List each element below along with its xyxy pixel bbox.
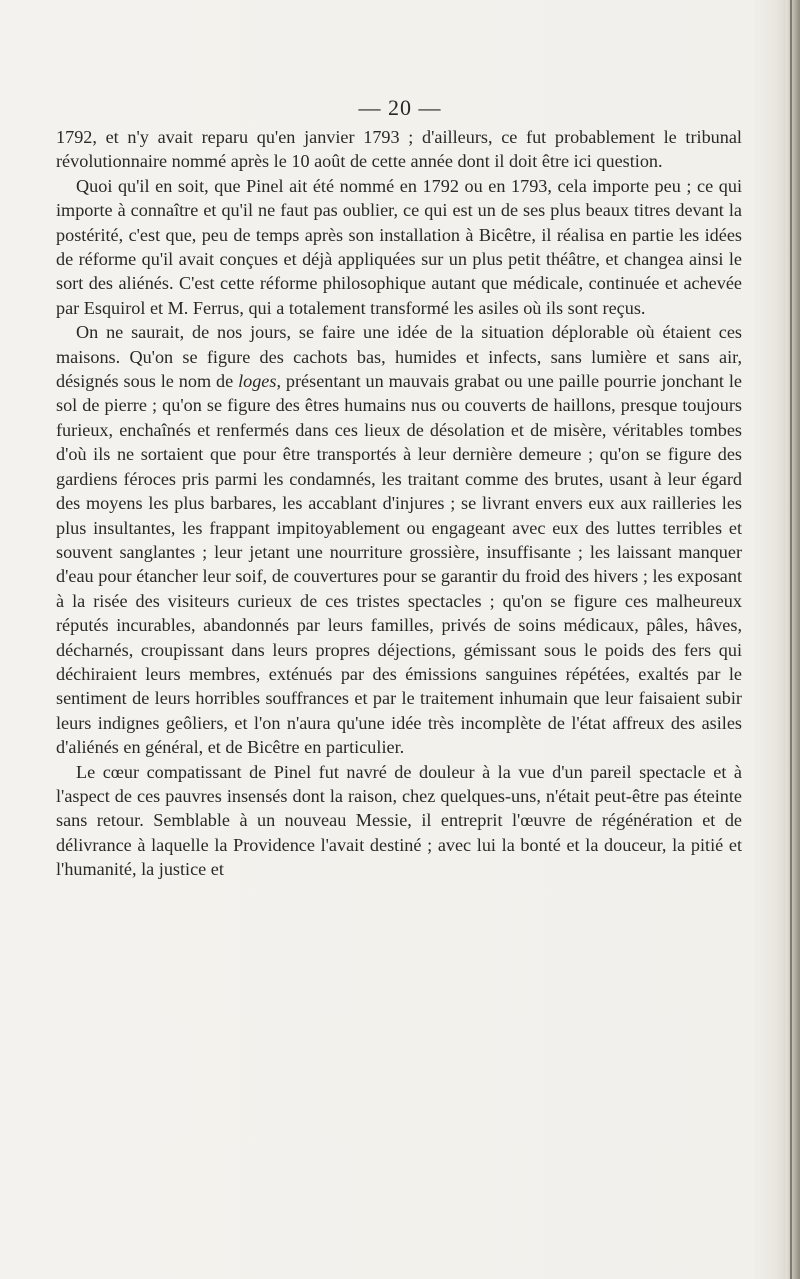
paragraph-4: Le cœur compatissant de Pinel fut navré de douleur à la vue d'un pareil spectacle et à l'aspect de ces pauvres insensés dont la raison, chez quelques-uns, n'était peut-être pas éteinte sans retour. Semblable à un nouveau Messie, il entreprit l'œuvre de régénération et de délivrance à laquelle la Providence l'avait destiné ; avec lui la bonté et la douceur, la pitié et l'humanité, la justice et — [56, 761, 742, 880]
paragraph-1: 1792, et n'y avait reparu qu'en janvier 1793 ; d'ailleurs, ce fut probablement le tribunal révolutionnaire nommé après le 10 août de cette année dont il doit être ici question. — [56, 127, 742, 172]
paragraph-3-italic-term: loges — [238, 371, 277, 392]
paragraph-3-start: On ne saurait, de nos jours, se faire une idée de la situation déplorable où étaient ces maisons. Qu'on se figure des cachots bas, humides et infects, sans lumière et sans air, désignés sous le nom de — [56, 322, 742, 392]
paragraph-3 — [56, 320, 742, 759]
page-edge-shadow — [786, 0, 800, 1279]
paragraph-2: Quoi qu'il en soit, que Pinel ait été nommé en 1792 ou en 1793, cela importe peu ; ce qui importe à connaître et qu'il ne faut pas oublier, ce qui est un de ses plus beaux titres devant la postérité, c'est que, peu de temps après son installation à Bicêtre, il réalisa en partie les idées de réforme qu'il avait conçues et déjà appliquées sur un plus petit théâtre, et changea ainsi le sort des aliénés. C'est cette réforme philosophique autant que médicale, continuée et achevée par Esquirol et M. Ferrus, qui a totalement transformé les asiles où ils sont reçus. — [56, 175, 742, 318]
page-edge-line — [790, 0, 792, 1279]
page-number: — 20 — — [358, 95, 442, 120]
paragraph-3-end: , présentant un mauvais grabat ou une paille pourrie jonchant le sol de pierre ; qu'on se figure des êtres humains nus ou couverts de haillons, presque toujours furieux, enchaînés et renfermés dans ces lieux de désolation et de misère, véritables tombes d'où ils ne sortaient que pour être transportés à leur dernière demeure ; qu'on se figure des gardiens féroces pris parmi les condamnés, les traitant comme des brutes, usant à leur égard des moyens les plus barbares, les accablant d'injures ; se livrant envers eux aux railleries les plus insultantes, les frappant impitoyablement ou engageant avec eux des luttes terribles et souvent sanglantes ; leur jetant une nourriture grossière, insuffisante ; les laissant manquer d'eau pour étancher leur soif, de couvertures pour se garantir du froid des hivers ; les exposant à la risée des visiteurs curieux de ces tristes spectacles ; qu'on se figure ces malheureux réputés incurables, abandonnés par leurs familles, privés de soins médicaux, pâles, hâves, décharnés, croupissant dans leurs propres déjections, gémissant sous le poids des fers qui déchiraient leurs membres, exténués par des émissions sanguines répétées, exaltés par le sentiment de leurs horribles souffrances et par le traitement inhumain que leur faisaient subir leurs indignes geôliers, et l'on n'aura qu'une idée très incomplète de l'état affreux des asiles d'aliénés en général, et de Bicêtre en particulier. — [56, 371, 742, 758]
body-text — [56, 125, 742, 882]
